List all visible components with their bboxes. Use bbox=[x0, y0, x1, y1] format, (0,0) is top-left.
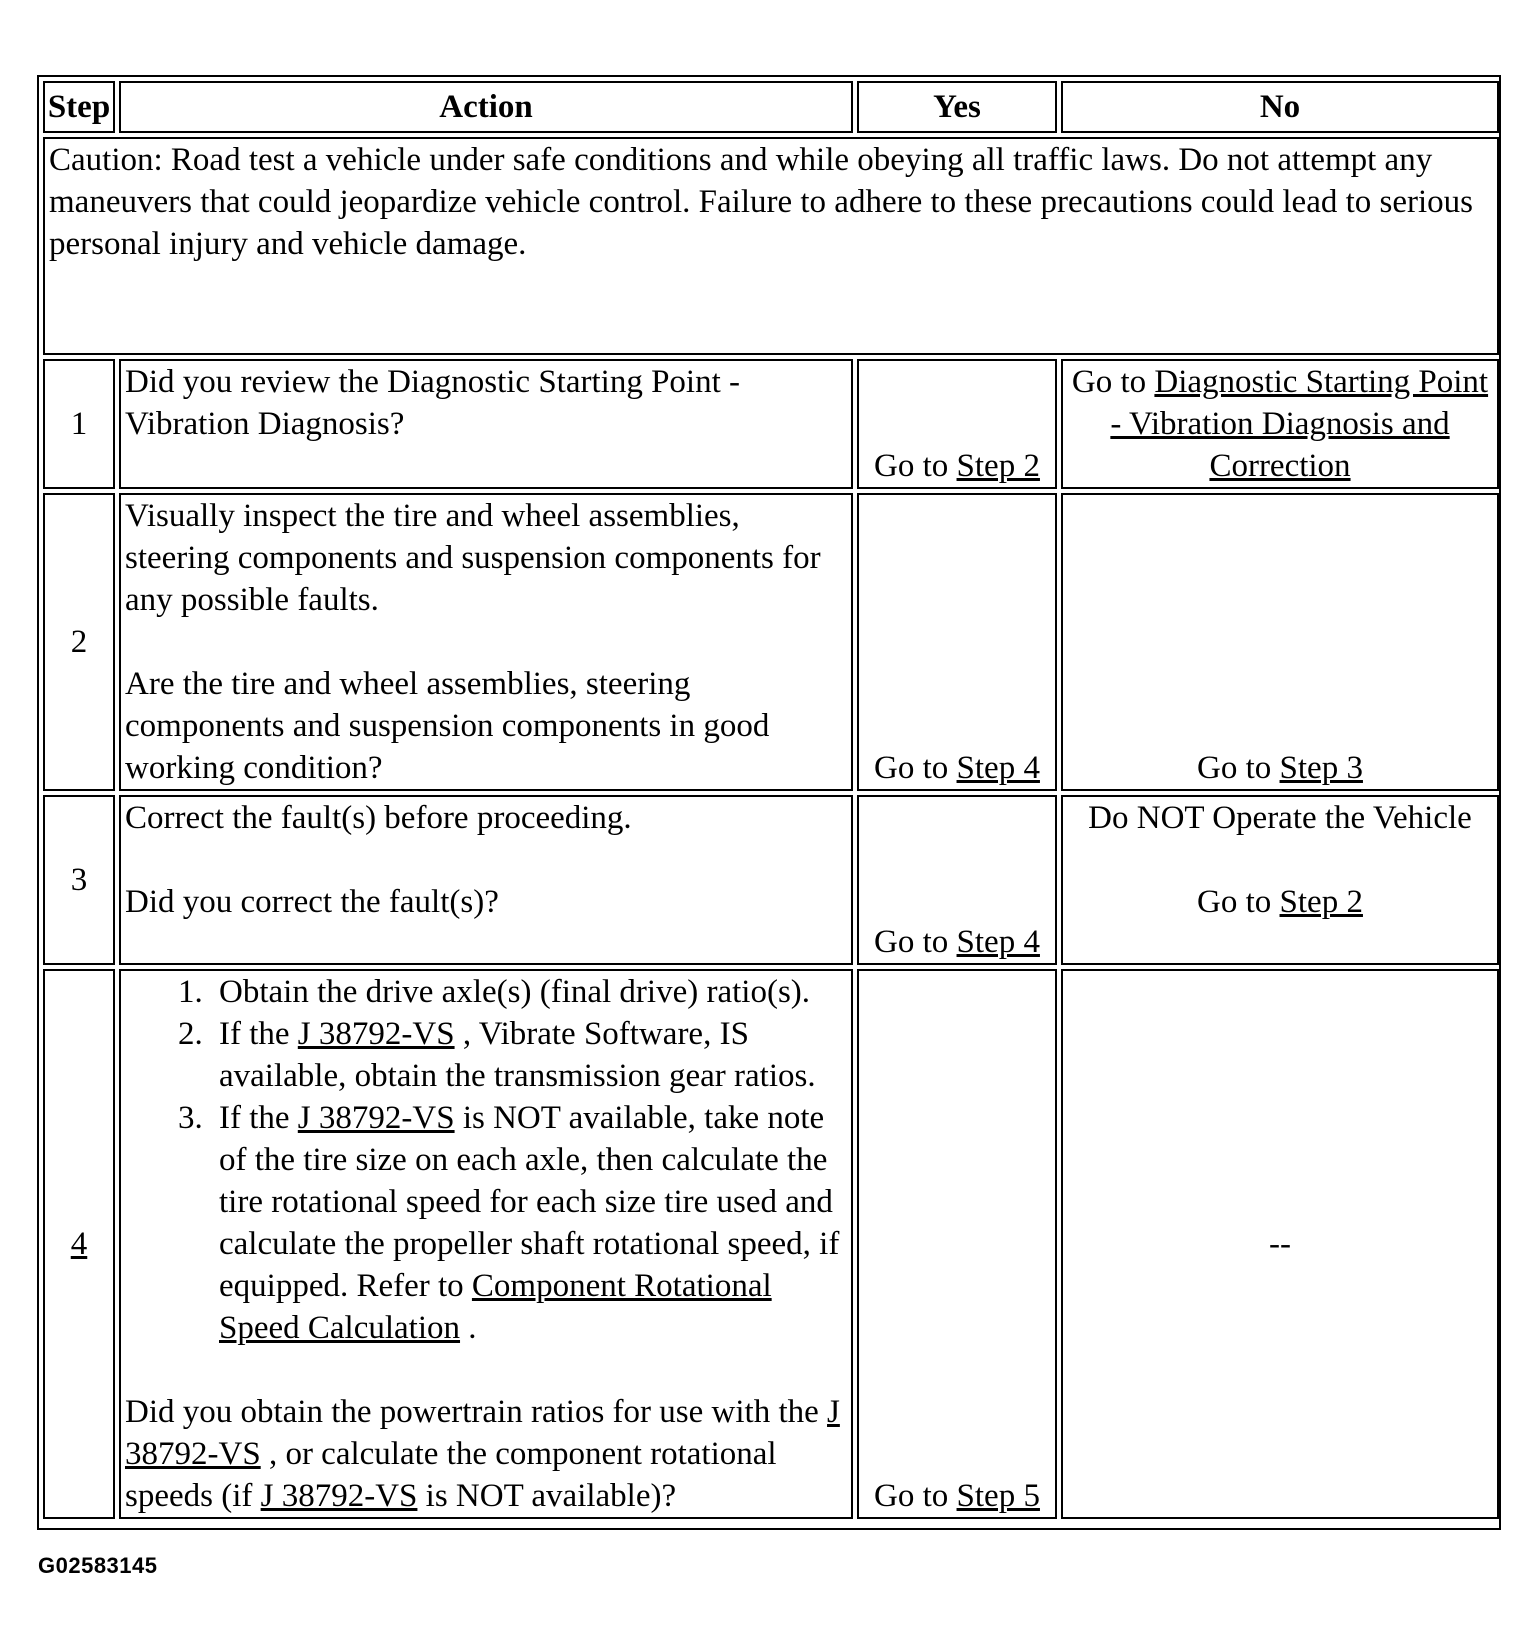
no-link[interactable]: Step 2 bbox=[1279, 884, 1363, 920]
table-row bbox=[43, 795, 1499, 965]
yes-link[interactable]: Step 4 bbox=[956, 750, 1040, 786]
no-cell: -- bbox=[1061, 969, 1499, 1519]
go-to-text: Go to bbox=[874, 924, 957, 960]
go-to-text: Go to bbox=[874, 448, 957, 484]
go-to-text: Go to bbox=[874, 1478, 957, 1514]
action-question: Did you obtain the powertrain ratios for use with the J 38792-VS , or calculate the component rotational speeds (if J 38792-VS is NOT available)? bbox=[125, 1394, 840, 1514]
yes-cell bbox=[857, 795, 1057, 965]
tool-link[interactable]: J 38792-VS bbox=[260, 1478, 418, 1514]
diagnostic-table bbox=[39, 77, 1503, 1523]
action-cell bbox=[119, 493, 853, 791]
step-number: 3 bbox=[43, 795, 115, 965]
action-question: Are the tire and wheel assemblies, steering components and suspension components in good working condition? bbox=[125, 666, 770, 786]
caution-row bbox=[43, 137, 1499, 355]
no-warning: Do NOT Operate the Vehicle bbox=[1088, 800, 1472, 836]
table-row bbox=[43, 493, 1499, 791]
header-yes: Yes bbox=[857, 81, 1057, 133]
action-cell bbox=[119, 969, 853, 1519]
list-item: 2. If the J 38792-VS , Vibrate Software, IS available, obtain the transmission gear ratios. bbox=[211, 1013, 847, 1097]
table-row bbox=[43, 969, 1499, 1519]
tool-link[interactable]: J 38792-VS bbox=[297, 1100, 455, 1136]
table-row bbox=[43, 359, 1499, 489]
list-item: 3. If the J 38792-VS is NOT available, take note of the tire size on each axle, then calculate the tire rotational speed for each size tire used and calculate the propeller shaft rotational speed, if equipped. Refer to Component Rotational Speed Calculation . bbox=[211, 1097, 847, 1349]
list-item: 1. Obtain the drive axle(s) (final drive) ratio(s). bbox=[211, 971, 847, 1013]
action-instruction: Correct the fault(s) before proceeding. bbox=[125, 800, 632, 836]
figure-id: G02583145 bbox=[38, 1553, 158, 1578]
action-instruction: Visually inspect the tire and wheel assemblies, steering components and suspension components for any possible faults. bbox=[125, 498, 821, 618]
action-question: Did you correct the fault(s)? bbox=[125, 884, 499, 920]
step-number: 2 bbox=[43, 493, 115, 791]
header-step: Step bbox=[43, 81, 115, 133]
go-to-text: Go to bbox=[874, 750, 957, 786]
yes-cell bbox=[857, 359, 1057, 489]
header-row bbox=[43, 81, 1499, 133]
step-number: 1 bbox=[43, 359, 115, 489]
go-to-text: Go to bbox=[1197, 884, 1280, 920]
no-cell bbox=[1061, 795, 1499, 965]
step-number-link[interactable]: 4 bbox=[70, 1226, 88, 1262]
tool-link[interactable]: J 38792-VS bbox=[297, 1016, 455, 1052]
action-cell: Did you review the Diagnostic Starting Point - Vibration Diagnosis? bbox=[119, 359, 853, 489]
step-number-cell bbox=[43, 969, 115, 1519]
action-cell bbox=[119, 795, 853, 965]
no-link[interactable]: Step 3 bbox=[1279, 750, 1363, 786]
no-link[interactable]: Diagnostic Starting Point - Vibration Diagnosis and Correction bbox=[1110, 364, 1489, 484]
yes-link[interactable]: Step 4 bbox=[956, 924, 1040, 960]
yes-cell bbox=[857, 969, 1057, 1519]
no-cell bbox=[1061, 493, 1499, 791]
no-cell bbox=[1061, 359, 1499, 489]
go-to-text: Go to bbox=[1197, 750, 1280, 786]
tool-link[interactable]: J 38792-VS bbox=[125, 1394, 840, 1472]
header-no: No bbox=[1061, 81, 1499, 133]
yes-cell bbox=[857, 493, 1057, 791]
header-action: Action bbox=[119, 81, 853, 133]
yes-link[interactable]: Step 5 bbox=[956, 1478, 1040, 1514]
caution-text: Caution: Road test a vehicle under safe conditions and while obeying all traffic laws. Do not attempt any maneuvers that could jeopardize vehicle control. Failure to adhere to these precautions could lead to serious personal injury and vehicle damage. bbox=[43, 137, 1499, 355]
yes-link[interactable]: Step 2 bbox=[956, 448, 1040, 484]
procedure-list bbox=[125, 971, 847, 1349]
go-to-text: Go to bbox=[1071, 364, 1155, 400]
rotational-speed-link[interactable]: Component Rotational Speed Calculation bbox=[219, 1268, 772, 1346]
